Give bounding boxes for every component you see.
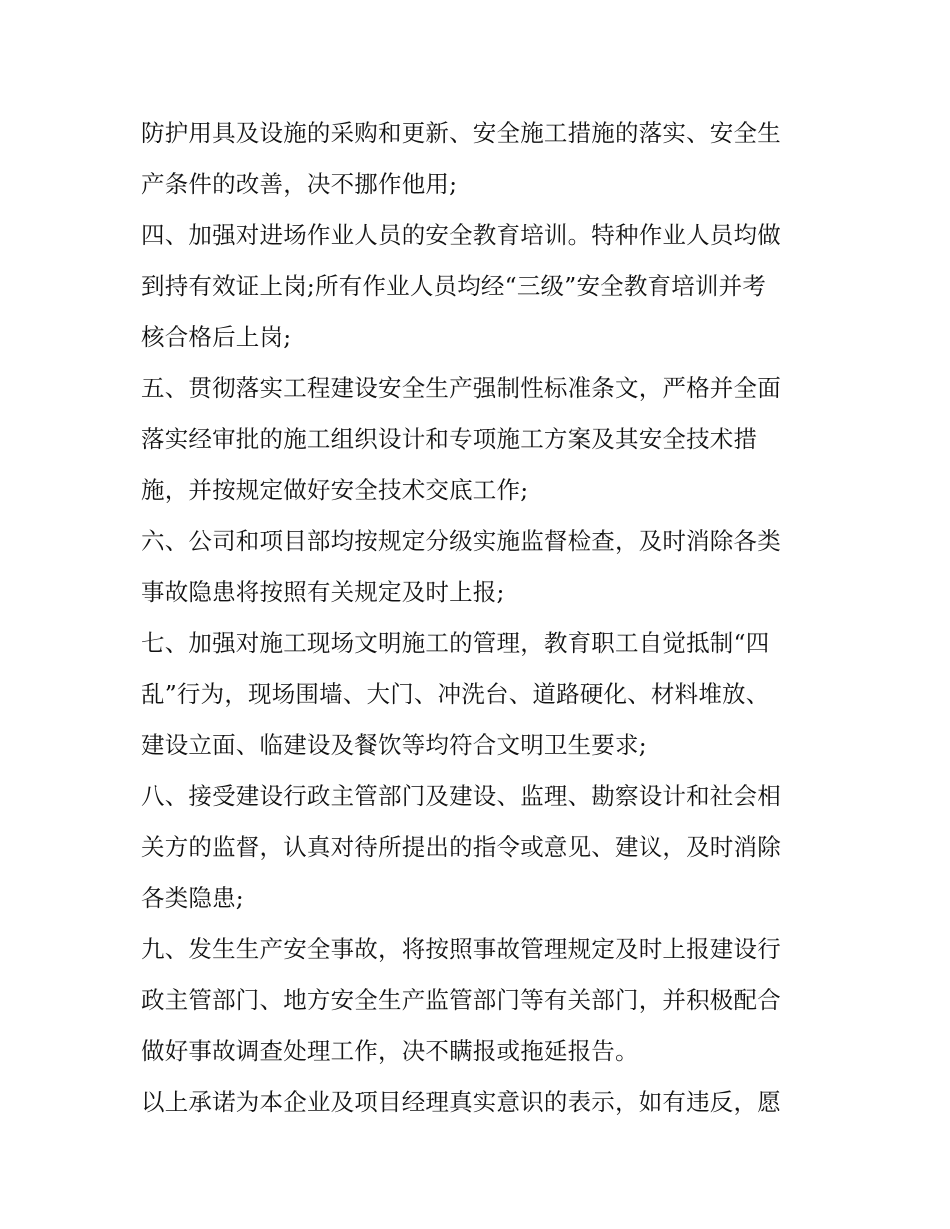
text-line: 核合格后上岗; [141,323,292,351]
text-line: 建设立面、临建设及餐饮等均符合文明卫生要求; [141,731,647,759]
text-line: 七、加强对施工现场文明施工的管理，教育职工自觉抵制“四 [141,629,770,657]
text-line: 到持有效证上岗;所有作业人员均经“三级”安全教育培训并考 [141,272,767,300]
text-line: 事故隐患将按照有关规定及时上报; [141,578,505,606]
document-body [141,108,821,1128]
text-line: 四、加强对进场作业人员的安全教育培训。特种作业人员均做 [141,221,781,249]
text-line: 政主管部门、地方安全生产监管部门等有关部门，并积极配合 [141,986,781,1014]
text-line: 防护用具及设施的采购和更新、安全施工措施的落实、安全生 [141,119,781,147]
text-line: 乱”行为，现场围墙、大门、冲洗台、道路硬化、材料堆放、 [141,680,770,708]
text-line: 做好事故调查处理工作，决不瞒报或拖延报告。 [141,1037,639,1065]
text-line: 施，并按规定做好安全技术交底工作; [141,476,529,504]
text-line: 关方的监督，认真对待所提出的指令或意见、建议，及时消除 [141,833,781,861]
text-line: 产条件的改善，决不挪作他用; [141,170,458,198]
text-line: 各类隐患; [141,884,244,912]
text-line: 八、接受建设行政主管部门及建设、监理、勘察设计和社会相 [141,782,781,810]
text-line: 落实经审批的施工组织设计和专项施工方案及其安全技术措 [141,425,758,453]
text-line: 六、公司和项目部均按规定分级实施监督检查，及时消除各类 [141,527,781,555]
text-line: 以上承诺为本企业及项目经理真实意识的表示，如有违反，愿 [141,1088,781,1116]
text-line: 九、发生生产安全事故，将按照事故管理规定及时上报建设行 [141,935,781,963]
text-line: 五、贯彻落实工程建设安全生产强制性标准条文，严格并全面 [141,374,781,402]
